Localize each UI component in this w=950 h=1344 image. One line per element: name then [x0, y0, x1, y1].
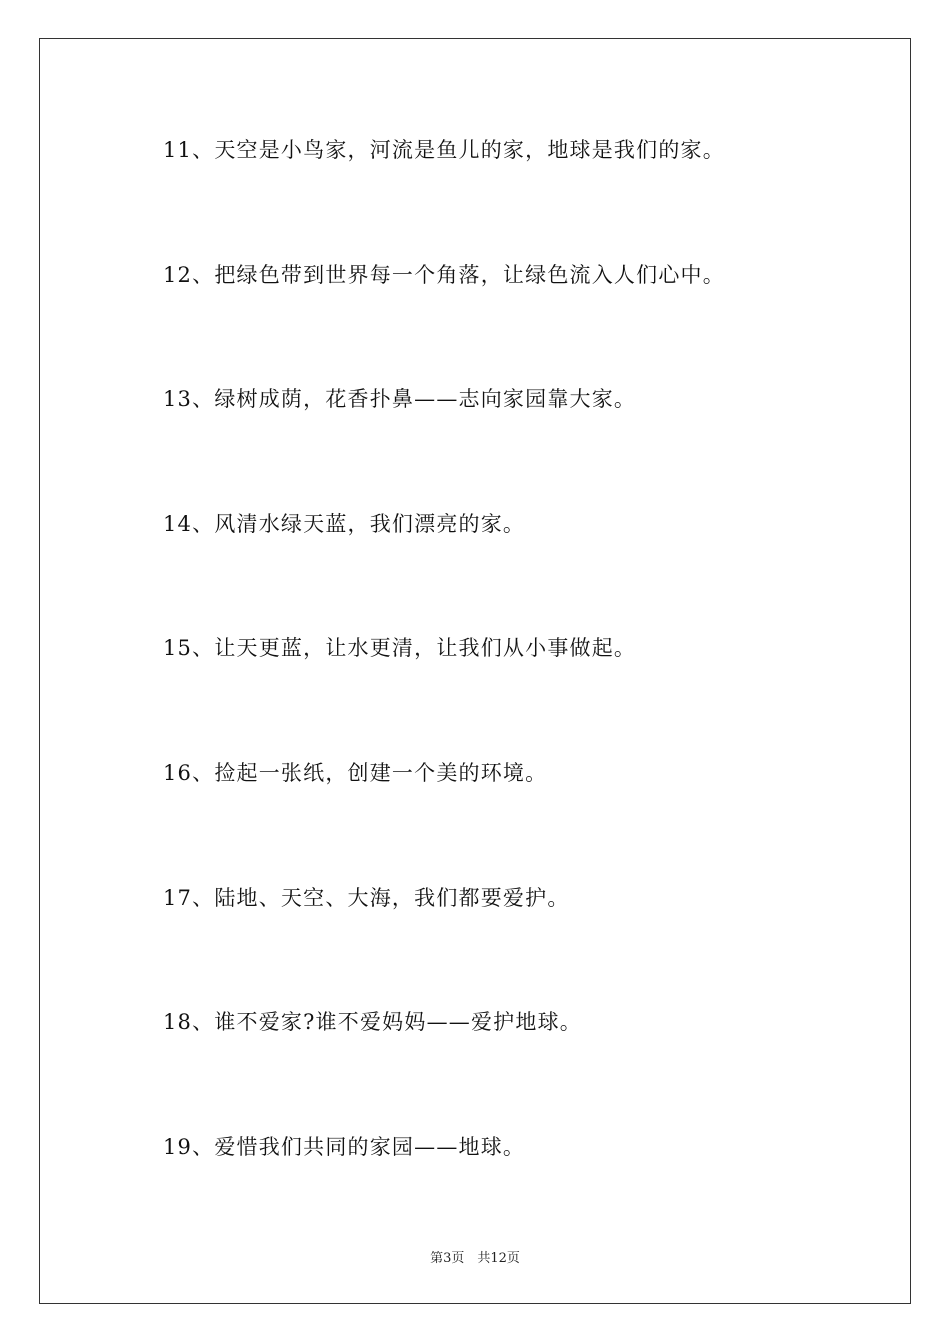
list-item: 14、风清水绿天蓝，我们漂亮的家。 [163, 511, 526, 536]
slogan-list [163, 132, 725, 1253]
list-item: 19、爱惜我们共同的家园——地球。 [163, 1134, 526, 1159]
list-item: 11、天空是小鸟家，河流是鱼儿的家，地球是我们的家。 [163, 138, 725, 162]
list-item: 16、捡起一张纸，创建一个美的环境。 [163, 760, 548, 785]
list-item: 18、谁不爱家?谁不爱妈妈——爱护地球。 [163, 1010, 582, 1035]
list-item: 15、让天更蓝，让水更清，让我们从小事做起。 [163, 636, 637, 661]
list-item: 13、绿树成荫，花香扑鼻——志向家园靠大家。 [163, 387, 637, 412]
list-item: 17、陆地、天空、大海，我们都要爱护。 [163, 885, 570, 910]
list-item: 12、把绿色带到世界每一个角落，让绿色流入人们心中。 [163, 262, 725, 287]
page-footer: 第3页 共12页 [430, 1251, 520, 1266]
